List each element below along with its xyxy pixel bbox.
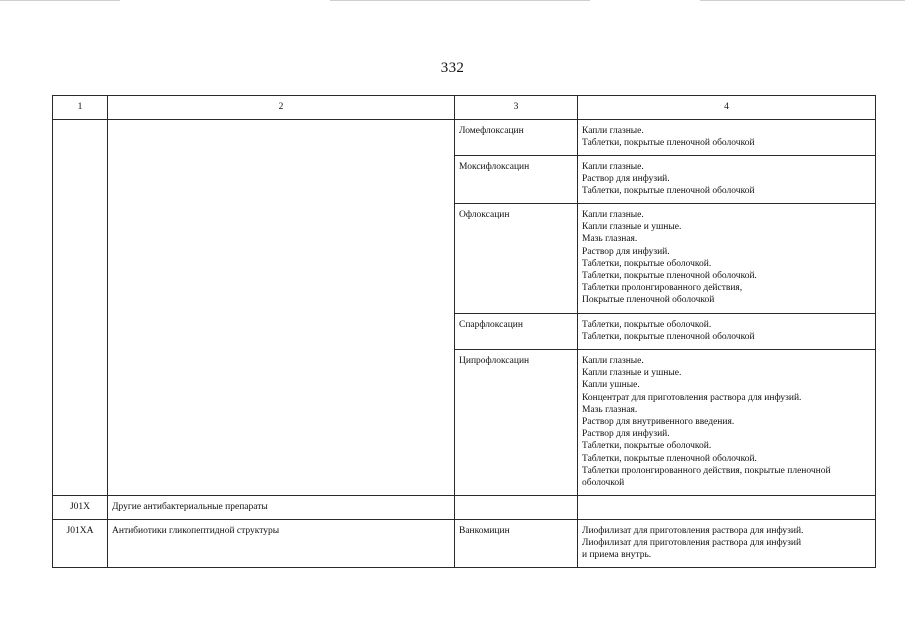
table-row <box>53 120 876 156</box>
dosage-form-line: Мазь глазная. <box>582 234 638 245</box>
dosage-form-line: Таблетки, покрытые пленочной оболочкой <box>582 186 755 197</box>
drug-name: Ванкомицин <box>459 526 510 536</box>
atc-code <box>53 120 107 130</box>
group-name-cell <box>108 496 455 520</box>
drug-name: Офлоксацин <box>459 210 510 220</box>
dosage-form-line: Раствор для инфузий. <box>582 246 670 257</box>
dosage-form-line: Лиофилизат для приготовления раствора для инфузий <box>582 538 802 549</box>
dosage-forms <box>578 156 875 203</box>
drug-name: Ципрофлоксацин <box>459 356 530 366</box>
dosage-forms <box>578 350 875 494</box>
dosage-forms <box>578 120 875 154</box>
dosage-forms <box>578 204 875 312</box>
dosage-forms-cell <box>578 496 876 520</box>
dosage-forms-cell <box>578 120 876 156</box>
dosage-form-line: Таблетки пролонгированного действия, покрытые пленочной <box>582 465 831 476</box>
dosage-form-line: Таблетки, покрытые оболочкой. <box>582 258 712 269</box>
drug-name-cell <box>455 350 578 496</box>
dosage-form-line: Таблетки, покрытые пленочной оболочкой. <box>582 453 757 464</box>
drug-name: Моксифлоксацин <box>459 162 530 172</box>
drug-name-cell <box>455 520 578 568</box>
atc-code-cell <box>53 120 108 496</box>
dosage-form-line: Таблетки, покрытые оболочкой. <box>582 320 712 330</box>
group-name-cell <box>108 120 455 496</box>
table-header-row <box>53 96 876 120</box>
dosage-form-line: и приема внутрь. <box>582 550 652 561</box>
dosage-form-line: оболочкой <box>582 478 625 489</box>
dosage-forms-cell <box>578 314 876 350</box>
dosage-forms <box>578 314 875 348</box>
dosage-forms-cell <box>578 520 876 568</box>
column-header-1: 1 <box>53 96 108 120</box>
drug-name-cell <box>455 120 578 156</box>
atc-code: J01X <box>69 502 91 512</box>
dosage-form-line: Раствор для инфузий. <box>582 429 670 440</box>
dosage-form-line: Капли глазные и ушные. <box>582 368 682 379</box>
scan-edge-mark <box>700 0 905 1</box>
group-name-cell <box>108 520 455 568</box>
drug-table <box>52 95 876 568</box>
drug-name-cell <box>455 496 578 520</box>
dosage-forms <box>578 496 875 506</box>
dosage-form-line: Раствор для внутривенного введения. <box>582 417 735 428</box>
dosage-form-line: Концентрат для приготовления раствора для инфузий. <box>582 392 802 403</box>
drug-name-cell <box>455 204 578 314</box>
dosage-form-line: Таблетки, покрытые пленочной оболочкой. <box>582 271 757 282</box>
dosage-form-line: Капли ушные. <box>582 380 640 391</box>
scan-edge-mark <box>0 0 120 1</box>
atc-code: J01XA <box>66 526 94 536</box>
dosage-form-line: Таблетки, покрытые пленочной оболочкой <box>582 138 755 149</box>
column-header-4: 4 <box>578 96 876 120</box>
dosage-form-line: Капли глазные. <box>582 126 644 136</box>
group-name: Другие антибактериальные препараты <box>112 502 268 512</box>
atc-code-cell <box>53 496 108 520</box>
drug-name-cell <box>455 156 578 204</box>
column-header-2: 2 <box>108 96 455 120</box>
atc-code-cell <box>53 520 108 568</box>
scan-edge-mark <box>330 0 590 1</box>
dosage-form-line: Лиофилизат для приготовления раствора для инфузий. <box>582 526 804 536</box>
dosage-form-line: Капли глазные. <box>582 356 644 366</box>
drug-name: Ломефлоксацин <box>459 126 524 136</box>
table-row <box>53 520 876 568</box>
dosage-form-line: Покрытые пленочной оболочкой <box>582 295 715 306</box>
drug-name-cell <box>455 314 578 350</box>
dosage-form-line: Капли глазные. <box>582 162 644 172</box>
column-header-3: 3 <box>455 96 578 120</box>
drug-name <box>455 496 577 506</box>
dosage-form-line: Капли глазные и ушные. <box>582 222 682 233</box>
page-number: 332 <box>440 60 465 76</box>
dosage-form-line: Таблетки, покрытые оболочкой. <box>582 441 712 452</box>
group-name: Антибиотики гликопептидной структуры <box>112 526 280 536</box>
dosage-form-line: Таблетки, покрытые пленочной оболочкой <box>582 332 755 343</box>
group-name <box>108 120 454 130</box>
dosage-form-line: Раствор для инфузий. <box>582 174 670 185</box>
dosage-form-line: Капли глазные. <box>582 210 644 220</box>
dosage-form-line: Таблетки пролонгированного действия, <box>582 283 743 294</box>
drug-name: Спарфлоксацин <box>459 320 523 330</box>
dosage-forms-cell <box>578 204 876 314</box>
dosage-forms <box>578 520 875 567</box>
dosage-forms-cell <box>578 350 876 496</box>
table-row <box>53 496 876 520</box>
dosage-form-line: Мазь глазная. <box>582 404 638 415</box>
dosage-forms-cell <box>578 156 876 204</box>
